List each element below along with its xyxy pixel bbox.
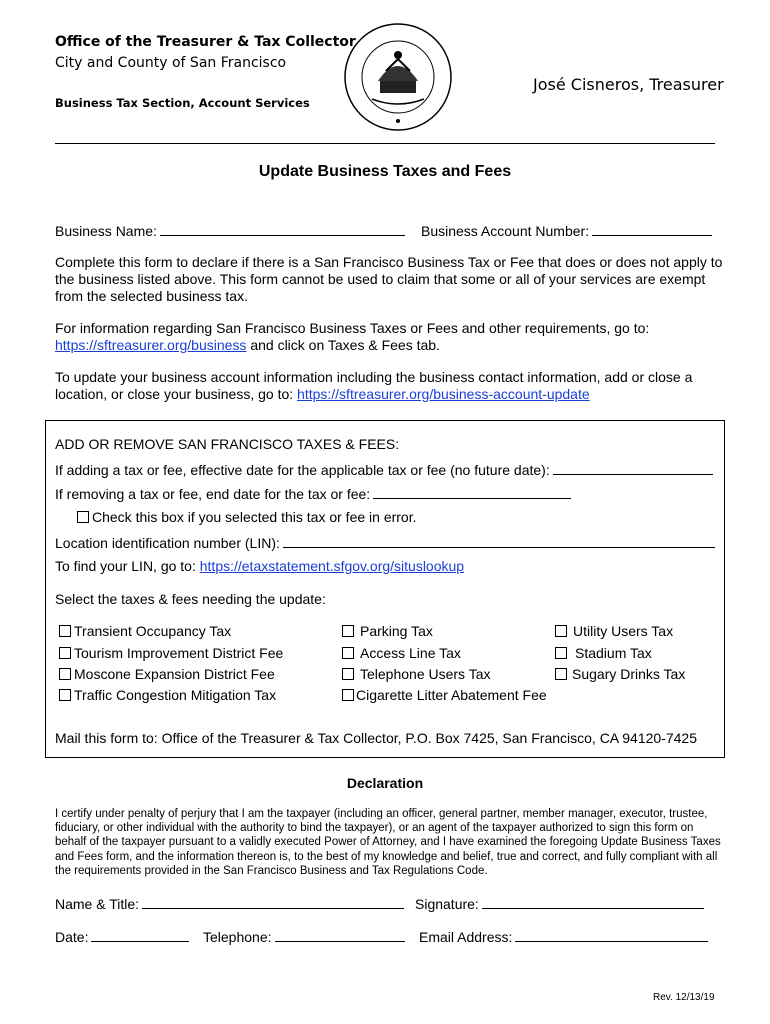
telephone-label: Telephone: [203, 929, 272, 945]
revision-date: Rev. 12/13/19 [653, 992, 715, 1003]
tax-checkbox[interactable] [342, 689, 354, 701]
find-lin-label: To find your LIN, go to: [55, 558, 196, 574]
tax-option [59, 666, 275, 682]
tax-option [555, 645, 652, 661]
intro-paragraph-2-after: and click on Taxes & Fees tab. [250, 337, 440, 353]
tax-option-label: Sugary Drinks Tax [572, 666, 686, 682]
tax-option [59, 645, 283, 661]
tax-option-label: Tourism Improvement District Fee [74, 645, 284, 661]
city-seal-logo [342, 21, 454, 133]
tax-option [342, 687, 547, 703]
tax-checkbox[interactable] [555, 668, 567, 680]
tax-option [555, 623, 673, 639]
tax-option [342, 645, 461, 661]
email-field [419, 928, 708, 945]
tax-checkbox[interactable] [59, 647, 71, 659]
adding-date-field [55, 461, 713, 478]
tax-option [342, 666, 490, 682]
tax-checkbox[interactable] [342, 647, 354, 659]
email-label: Email Address: [419, 929, 513, 945]
removing-date-field [55, 485, 571, 502]
tax-option-label: Transient Occupancy Tax [74, 623, 232, 639]
signature-input[interactable] [482, 895, 704, 909]
name-title-input[interactable] [142, 895, 404, 909]
tax-option [555, 666, 685, 682]
business-account-input[interactable] [592, 222, 712, 236]
intro-paragraph-2 [55, 320, 725, 354]
email-input[interactable] [515, 928, 708, 942]
intro-paragraph-1: Complete this form to declare if there is a San Francisco Business Tax or Fee that does or does not apply to the business listed above. This form cannot be used to claim that some or all of your services are exempt from the selected business tax. [55, 254, 723, 304]
lin-input[interactable] [283, 534, 715, 548]
lin-label: Location identification number (LIN): [55, 535, 280, 551]
date-field [55, 928, 189, 945]
intro-paragraph-2-text: For information regarding San Francisco Business Taxes or Fees and other requirements, go to: [55, 320, 650, 336]
error-checkbox-label: Check this box if you selected this tax or fee in error. [92, 509, 417, 525]
tax-option-label: Cigarette Litter Abatement Fee [356, 687, 547, 703]
office-name: Office of the Treasurer & Tax Collector [55, 34, 356, 50]
tax-option-label: Parking Tax [360, 623, 433, 639]
treasurer-name: José Cisneros, Treasurer [533, 75, 724, 94]
adding-date-input[interactable] [553, 461, 713, 475]
box-heading: ADD OR REMOVE SAN FRANCISCO TAXES & FEES: [55, 436, 400, 452]
header-divider [55, 143, 715, 144]
tax-option-label: Stadium Tax [575, 645, 652, 661]
lin-field [55, 534, 715, 551]
lin-lookup-link[interactable]: https://etaxstatement.sfgov.org/situslookup [199, 558, 465, 574]
business-name-input[interactable] [160, 222, 405, 236]
tax-checkbox[interactable] [555, 625, 567, 637]
adding-date-label: If adding a tax or fee, effective date for the applicable tax or fee (no future date): [55, 462, 550, 478]
city-name: City and County of San Francisco [55, 55, 287, 71]
business-name-label: Business Name: [55, 223, 157, 239]
name-title-label: Name & Title: [55, 896, 140, 912]
tax-checkbox[interactable] [59, 625, 71, 637]
tax-checkbox[interactable] [342, 625, 354, 637]
signature-field [415, 895, 704, 912]
removing-date-input[interactable] [373, 485, 571, 499]
find-lin-row [55, 558, 464, 574]
business-account-field [421, 222, 712, 239]
declaration-title: Declaration [346, 775, 424, 791]
intro-paragraph-3 [55, 369, 725, 403]
tax-option [59, 623, 231, 639]
date-label: Date: [55, 929, 89, 945]
tax-option [342, 623, 433, 639]
tax-option [59, 687, 276, 703]
tax-checkbox[interactable] [342, 668, 354, 680]
tax-option-label: Access Line Tax [360, 645, 461, 661]
tax-checkbox[interactable] [555, 647, 567, 659]
tax-option-label: Telephone Users Tax [360, 666, 491, 682]
intro-paragraph-3-text: To update your business account information including the business contact information, add or close a location, or close your business, go to: [55, 369, 693, 402]
account-update-link[interactable]: https://sftreasurer.org/business-account-update [297, 386, 590, 402]
business-name-field [55, 222, 405, 239]
error-checkbox-row [77, 509, 417, 525]
signature-label: Signature: [415, 896, 479, 912]
business-info-link[interactable]: https://sftreasurer.org/business [55, 337, 247, 353]
telephone-input[interactable] [275, 928, 405, 942]
telephone-field [203, 928, 405, 945]
tax-option-label: Moscone Expansion District Fee [74, 666, 275, 682]
tax-option-label: Traffic Congestion Mitigation Tax [74, 687, 277, 703]
mail-instructions: Mail this form to: Office of the Treasurer & Tax Collector, P.O. Box 7425, San Francisco, CA 94120-7425 [55, 730, 697, 746]
date-input[interactable] [91, 928, 189, 942]
select-taxes-label: Select the taxes & fees needing the update: [55, 591, 326, 607]
tax-checkbox[interactable] [59, 668, 71, 680]
error-checkbox[interactable] [77, 511, 89, 523]
removing-date-label: If removing a tax or fee, end date for the tax or fee: [55, 486, 371, 502]
business-account-label: Business Account Number: [421, 223, 590, 239]
declaration-text: I certify under penalty of perjury that I am the taxpayer (including an officer, general partner, member manager, executor, trustee, fiduciary, or other individual with the authority to bind the taxpayer), or an agent of the taxpayer authorized to sign this form on behalf of the taxpayer pursuant to a validly executed Power of Attorney, and I have examined the foregoing Update Business Taxes and Fees form, and the information thereon is, to the best of my knowledge and belief, true and correct, and fully compliant with all the requirements provided in the San Francisco Business and Tax Regulations Code. [55, 808, 721, 877]
section-name: Business Tax Section, Account Services [55, 96, 310, 110]
form-title: Update Business Taxes and Fees [258, 163, 512, 180]
tax-option-label: Utility Users Tax [573, 623, 674, 639]
tax-checkbox[interactable] [59, 689, 71, 701]
name-title-field [55, 895, 404, 912]
